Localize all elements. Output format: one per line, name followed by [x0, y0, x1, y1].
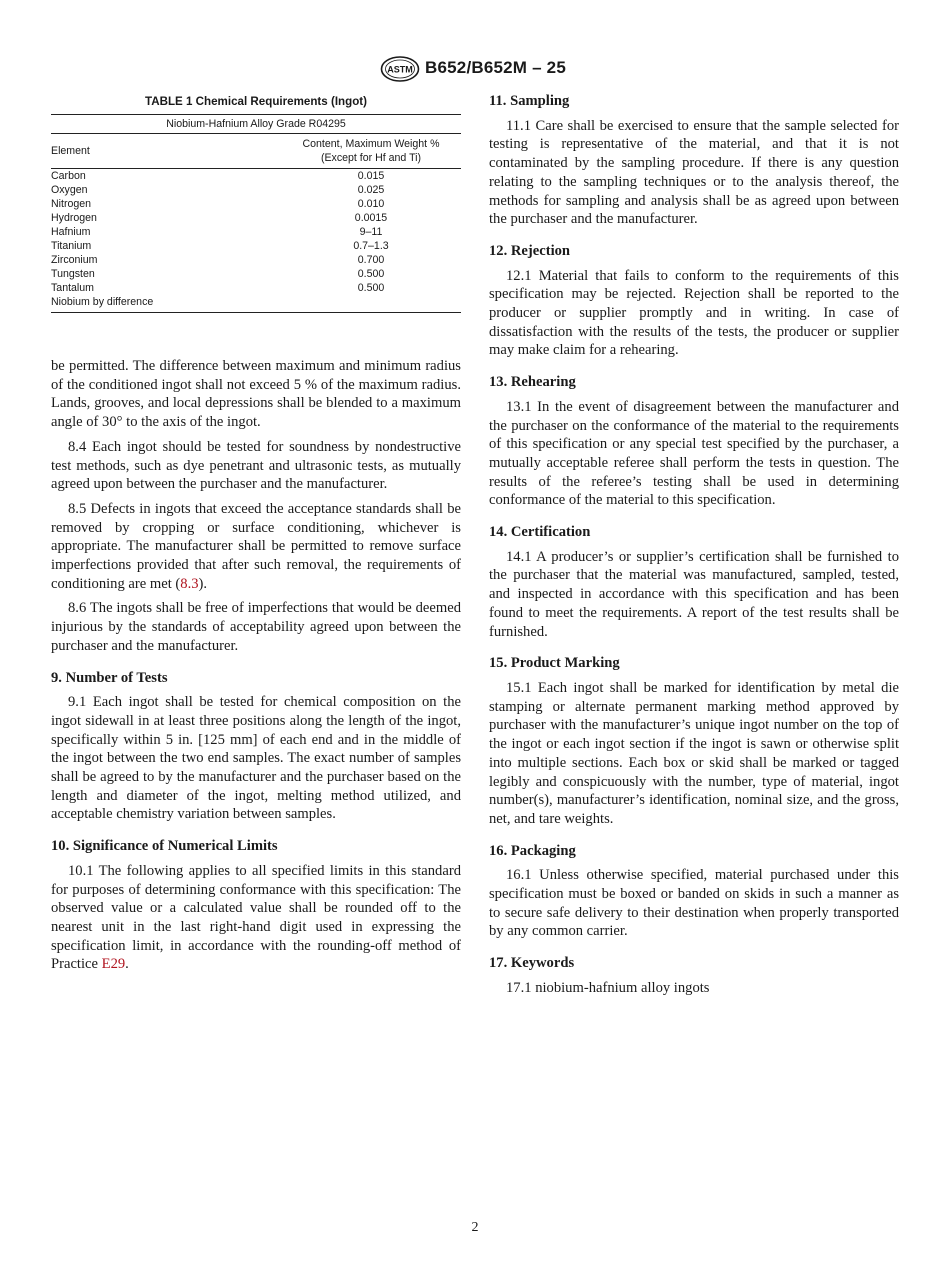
table-row — [51, 211, 461, 225]
section-heading-17: 17. Keywords — [489, 955, 575, 972]
table-row — [51, 197, 461, 211]
section-heading-13: 13. Rehearing — [489, 374, 576, 391]
table-row — [51, 169, 461, 184]
chemical-requirements-table — [51, 114, 461, 313]
value-cell — [281, 295, 461, 313]
paragraph-8-4: 8.4 Each ingot should be tested for soundness by nondestructive test methods, such as dye penetrant and ultrasonic tests, as mutually agreed upon between the purchaser and the manufacturer. — [51, 438, 461, 493]
section-heading-16: 16. Packaging — [489, 842, 576, 859]
section-heading-15: 15. Product Marking — [489, 655, 620, 672]
table-row — [51, 225, 461, 239]
section-heading-11: 11. Sampling — [489, 93, 570, 109]
paragraph-9-1: 9.1 Each ingot shall be tested for chemical composition on the ingot sidewall in at least three positions along the length of the ingot, specifically within 5 in. [125 mm] of each end and in the middle of the ingot between the two end samples. The exact number of samples shall be agreed to by the manufacturer and the purchaser based on the length and diameter of the ingot, melting method utilized, and acceptable chemistry variation between samples. — [51, 694, 461, 823]
element-cell: Hafnium — [51, 226, 91, 238]
page-number: 2 — [471, 1220, 479, 1235]
column-header-content — [281, 134, 461, 169]
value-cell: 0.0015 — [354, 212, 388, 224]
paragraph-16-1: 16.1 Unless otherwise specified, material purchased under this specification must be boxed or banded on skids in such a manner as to secure safe delivery to their destination when properly transported by any common carrier. — [489, 867, 899, 940]
section-heading-9: 9. Number of Tests — [51, 669, 168, 686]
element-cell: Nitrogen — [51, 198, 92, 210]
paragraph-12-1: 12.1 Material that fails to conform to the requirements of this specification may be rejected. Rejection shall be reported to the producer or supplier promptly and in writing. In case of dissatisfaction with the results of the tests, the producer or supplier may make claim for a rehearing. — [489, 267, 899, 359]
paragraph-10-1-text: 10.1 The following applies to all specified limits in this standard for purposes of determining conformance with this specification: The observed value or a calculated value shall be rounded off to the nearest unit in the last right-hand digit used in expressing the specification limit, in accordance with the rounding-off method of Practice — [51, 862, 461, 973]
value-cell: 0.500 — [357, 282, 385, 294]
practice-e29-link[interactable]: E29 — [101, 956, 126, 973]
paragraph-17-1: 17.1 niobium-hafnium alloy ingots — [506, 979, 710, 996]
section-heading-12: 12. Rejection — [489, 242, 571, 259]
column-header-element: Element — [51, 134, 281, 169]
element-cell: Tantalum — [51, 282, 94, 294]
value-cell: 9–11 — [359, 226, 383, 238]
element-cell: Zirconium — [51, 254, 98, 266]
paragraph-15-1: 15.1 Each ingot shall be marked for identification by metal die stamping or alternate permanent marking method approved by purchaser with the manufacturer’s unique ingot number on the top of the ingot or each ingot section if the ingot is sawn or otherwise split into multiple sections. Each box or skid shall be marked or tagged legibly and conspicuously with the number, type of material, ingot number(s), manufacturer’s identification, nominal size, and the gross, net, and tare weights. — [489, 679, 899, 827]
element-cell: Carbon — [51, 170, 86, 182]
value-cell: 0.015 — [357, 170, 385, 182]
paragraph-13-1: 13.1 In the event of disagreement between the manufacturer and the purchaser on the conformance of the material to the requirements of this specification or any special test specified by the purchaser, a mutually acceptable referee shall perform the tests in question. The results of the referee’s testing shall be used in determining conformance of the material to this specification. — [489, 398, 899, 509]
left-column — [51, 92, 461, 980]
paragraph-8-5-text: 8.5 Defects in ingots that exceed the acceptance standards shall be removed by cropping or surface conditioning, whichever is appropriate. The manufacturer shall be permitted to remove surface imperfections provided that after such removal, the requirements of conditioning are met ( — [51, 500, 461, 592]
element-cell: Niobium by difference — [51, 295, 281, 313]
value-cell: 0.500 — [357, 268, 385, 280]
paragraph-11-1: 11.1 Care shall be exercised to ensure that the sample selected for testing is representative of the material, and that it is not contaminated by the sampling procedure. If there is any question relating to the sampling techniques or to the analysis thereof, the methods for sampling and analysis shall be as agreed upon between the purchaser and the manufacturer. — [489, 117, 899, 228]
value-cell: 0.7–1.3 — [353, 240, 389, 252]
column-header-content-line1: Content, Maximum Weight % — [302, 138, 440, 150]
right-column — [489, 92, 899, 1004]
paragraph-8-3-continued: be permitted. The difference between maximum and minimum radius of the conditioned ingot shall not exceed 5 % of the maximum radius. Lands, grooves, and local depressions shall be blended to a maximum angle of 30° to the axis of the ingot. — [51, 358, 461, 431]
paragraph-10-1-end: . — [125, 956, 129, 973]
logo-text: ASTM — [387, 64, 413, 75]
paragraph-8-6: 8.6 The ingots shall be free of imperfections that would be deemed injurious by the standards of acceptability agreed upon between the purchaser and the manufacturer. — [51, 600, 461, 654]
paragraph-10-1 — [51, 862, 461, 974]
section-8-3-link[interactable]: 8.3 — [180, 575, 199, 592]
page-header — [0, 56, 950, 84]
table-title: TABLE 1 Chemical Requirements (Ingot) — [144, 95, 368, 108]
element-cell: Hydrogen — [51, 212, 97, 224]
paragraph-8-5 — [51, 500, 461, 594]
astm-logo-icon — [380, 56, 420, 82]
element-cell: Titanium — [51, 240, 92, 252]
table-grade-header: Niobium-Hafnium Alloy Grade R04295 — [51, 115, 461, 134]
value-cell: 0.010 — [357, 198, 385, 210]
element-cell: Tungsten — [51, 268, 95, 280]
paragraph-14-1: 14.1 A producer’s or supplier’s certification shall be furnished to the purchaser that the material was manufactured, sampled, tested, and inspected in accordance with this specification and has been found to meet the requirements. A report of the test results shall be furnished. — [489, 548, 899, 640]
table-row — [51, 253, 461, 267]
table-row — [51, 239, 461, 253]
table-row — [51, 281, 461, 295]
paragraph-8-5-end: ). — [198, 575, 208, 592]
table-row — [51, 183, 461, 197]
section-heading-10: 10. Significance of Numerical Limits — [51, 838, 278, 855]
element-cell: Oxygen — [51, 184, 88, 196]
standard-designation: B652/B652M – 25 — [425, 58, 566, 77]
table-row — [51, 267, 461, 281]
value-cell: 0.025 — [357, 184, 385, 196]
value-cell: 0.700 — [357, 254, 385, 266]
table-row — [51, 295, 461, 313]
section-heading-14: 14. Certification — [489, 524, 591, 541]
column-header-content-line2: (Except for Hf and Ti) — [320, 152, 422, 164]
